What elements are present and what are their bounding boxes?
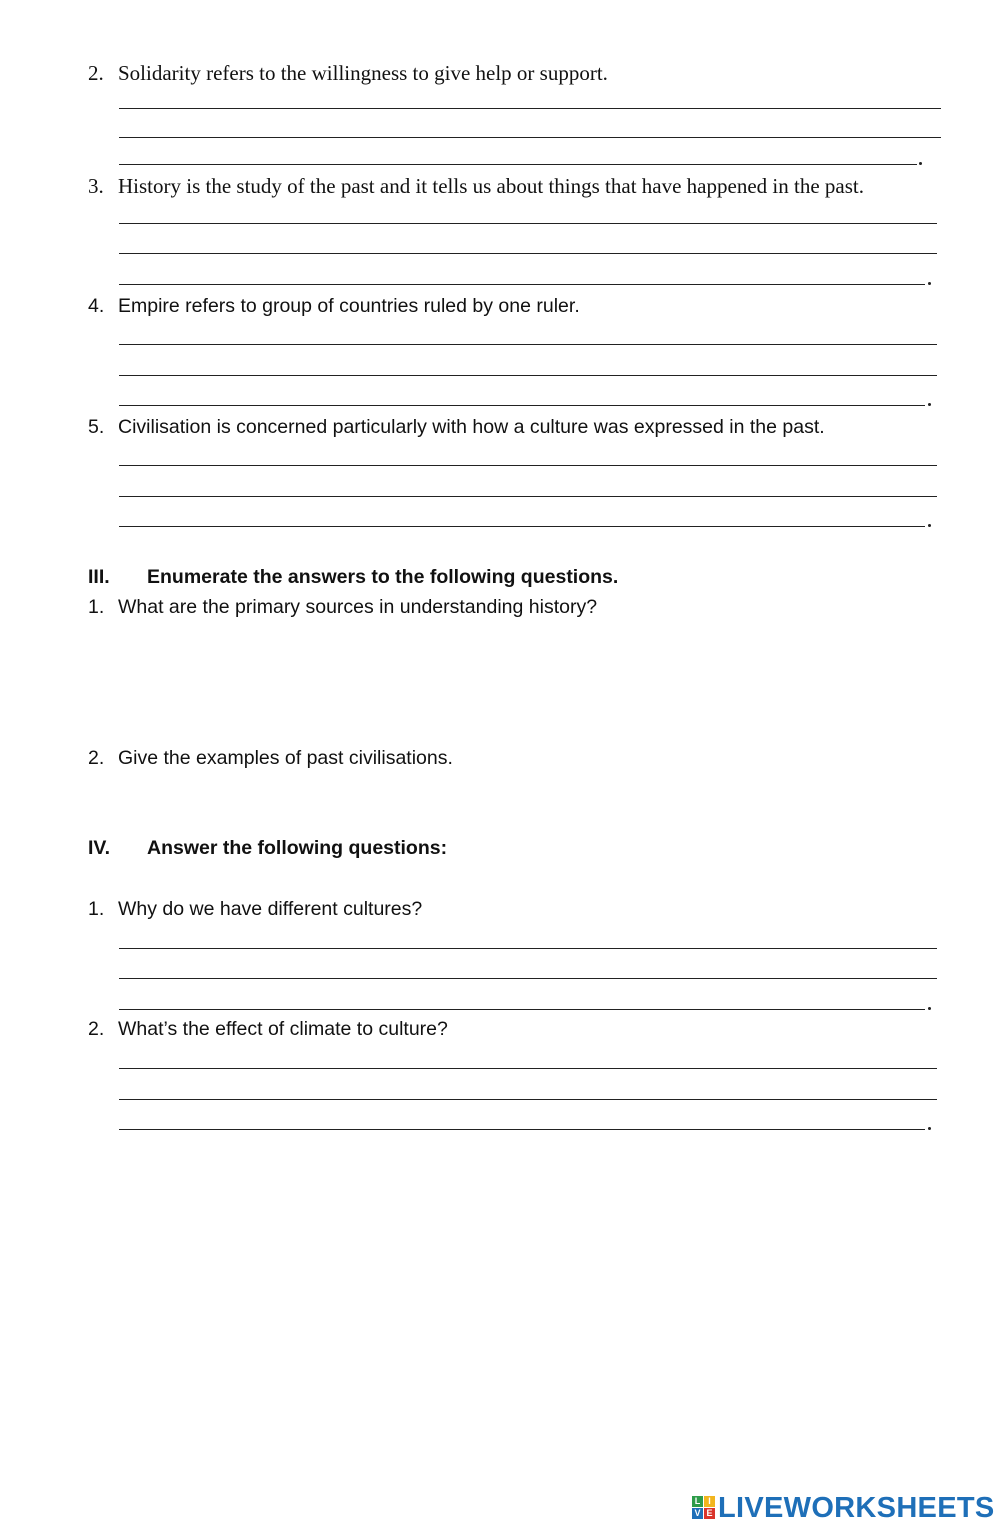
liveworksheets-icon bbox=[692, 1496, 716, 1520]
liveworksheets-wordmark: LIVEWORKSHEETS bbox=[718, 1491, 995, 1524]
answer-line[interactable] bbox=[119, 375, 937, 376]
answer-line[interactable] bbox=[119, 164, 917, 165]
statement-history: History is the study of the past and it tells us about things that have happened in the past. bbox=[118, 174, 864, 198]
section-roman-numeral: IV. bbox=[88, 837, 111, 859]
item-number: 1. bbox=[88, 596, 105, 618]
statement-civilisation: Civilisation is concerned particularly with how a culture was expressed in the past. bbox=[118, 416, 825, 438]
period-mark bbox=[928, 282, 931, 285]
answer-line[interactable] bbox=[119, 948, 937, 949]
logo-letter-l: L bbox=[692, 1496, 703, 1507]
statement-empire: Empire refers to group of countries ruled by one ruler. bbox=[118, 295, 580, 317]
section-roman-numeral: III. bbox=[88, 566, 110, 588]
question-different-cultures: Why do we have different cultures? bbox=[118, 898, 423, 920]
question-climate-effect: What’s the effect of climate to culture? bbox=[118, 1018, 448, 1040]
item-number: 1. bbox=[88, 898, 105, 920]
answer-line[interactable] bbox=[119, 465, 937, 466]
answer-line[interactable] bbox=[119, 1099, 937, 1100]
answer-line[interactable] bbox=[119, 1009, 925, 1010]
period-mark bbox=[928, 1007, 931, 1010]
period-mark bbox=[928, 403, 931, 406]
item-number: 4. bbox=[88, 295, 105, 317]
answer-line[interactable] bbox=[119, 1129, 925, 1130]
period-mark bbox=[928, 524, 931, 527]
logo-letter-e: E bbox=[704, 1508, 715, 1519]
period-mark bbox=[919, 162, 922, 165]
item-number: 2. bbox=[88, 61, 104, 85]
period-mark bbox=[928, 1127, 931, 1130]
section-heading: Enumerate the answers to the following questions. bbox=[147, 566, 619, 588]
answer-line[interactable] bbox=[119, 253, 937, 254]
logo-letter-v: V bbox=[692, 1508, 703, 1519]
item-number: 5. bbox=[88, 416, 105, 438]
answer-line[interactable] bbox=[119, 496, 937, 497]
question-past-civilisations: Give the examples of past civilisations. bbox=[118, 747, 453, 769]
item-number: 3. bbox=[88, 174, 104, 198]
logo-letter-i: I bbox=[704, 1496, 715, 1507]
answer-line[interactable] bbox=[119, 344, 937, 345]
answer-line[interactable] bbox=[119, 223, 937, 224]
answer-line[interactable] bbox=[119, 1068, 937, 1069]
section-heading: Answer the following questions: bbox=[147, 837, 448, 859]
statement-solidarity: Solidarity refers to the willingness to give help or support. bbox=[118, 61, 608, 85]
answer-line[interactable] bbox=[119, 978, 937, 979]
answer-line[interactable] bbox=[119, 137, 941, 138]
answer-line[interactable] bbox=[119, 108, 941, 109]
answer-line[interactable] bbox=[119, 405, 925, 406]
item-number: 2. bbox=[88, 747, 105, 769]
answer-line[interactable] bbox=[119, 526, 925, 527]
question-primary-sources: What are the primary sources in understanding history? bbox=[118, 596, 598, 618]
answer-line[interactable] bbox=[119, 284, 925, 285]
liveworksheets-logo bbox=[692, 1488, 995, 1528]
item-number: 2. bbox=[88, 1018, 105, 1040]
